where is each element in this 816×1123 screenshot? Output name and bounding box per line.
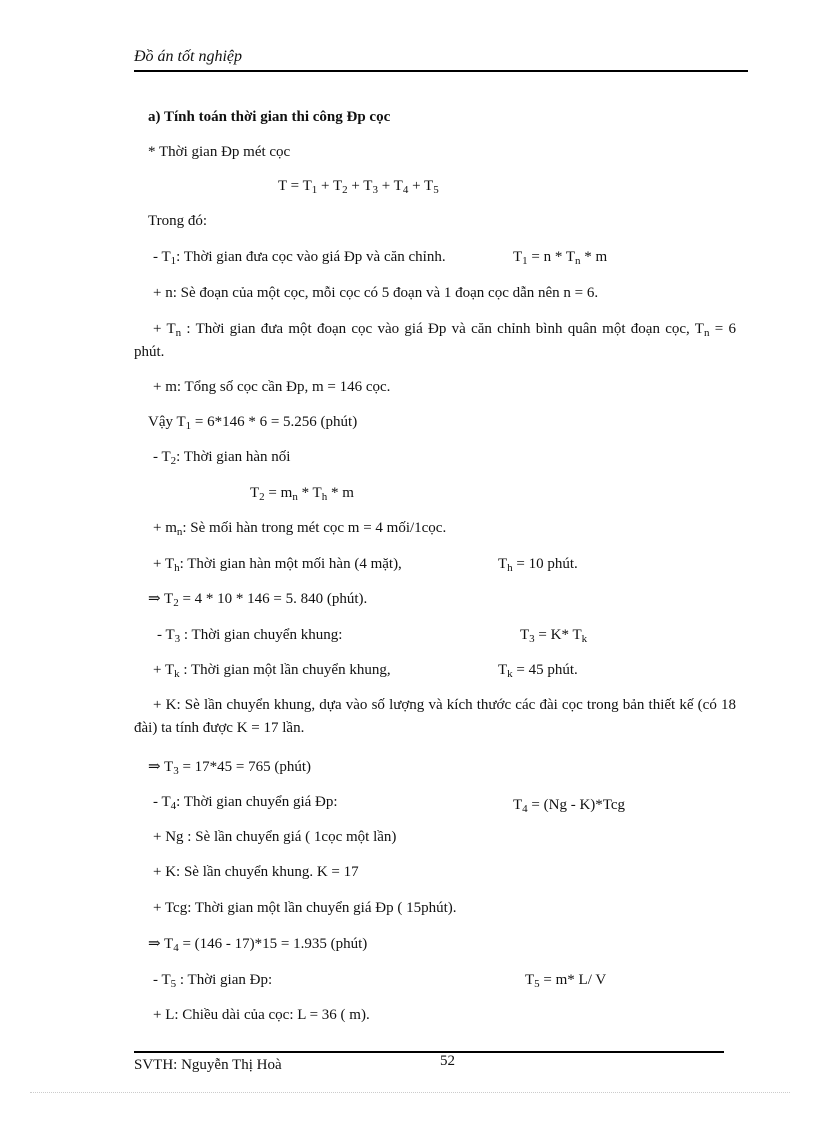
text-line: + K: Sè lần chuyển khung. K = 17 bbox=[153, 864, 359, 880]
text-line: Vậy $T_1 = 6*146 * 6 = 5.256$ (phút) bbox=[148, 414, 358, 432]
equation-t1: $T_1 = n * T_n * m$ bbox=[513, 249, 608, 267]
footer-author: SVTH: Nguyễn Thị Hoà bbox=[134, 1057, 282, 1073]
result-line: ⇒ $T_3 = 17*45 = 765$ (phút) bbox=[148, 759, 312, 777]
section-title: a) Tính toán thời gian thi công Đp cọc bbox=[148, 109, 391, 125]
text-paragraph: + $T_n$ : Thời gian đưa một đoạn cọc vào giá Đp và căn chỉnh bình quân một đoạn cọc, $T_n = 6$ phút. bbox=[134, 321, 736, 360]
text-line: Trong đó: bbox=[148, 213, 208, 229]
equation-t4: $T_4 = (Ng - K)*Tcg$ bbox=[513, 797, 626, 815]
text-line: - $T_4$: Thời gian chuyển giá Đp: bbox=[153, 794, 338, 812]
header-rule bbox=[134, 70, 748, 72]
text-line: + $T_k$ : Thời gian một lần chuyển khung, bbox=[153, 662, 391, 680]
equation-t2: $T_2 = m_n * T_h * m$ bbox=[250, 485, 354, 503]
equation-t3: $T_3 = K*$ $T_k$ bbox=[520, 627, 588, 645]
equation-th: $T_h = 10$ phút. bbox=[498, 556, 578, 574]
text-line: - $T_5$ : Thời gian Đp: bbox=[153, 972, 273, 990]
page-header-title: Đồ án tốt nghiệp bbox=[134, 48, 242, 65]
text-line: + n: Sè đoạn của một cọc, mỗi cọc có 5 đoạn và 1 đoạn cọc dẫn nên n = 6. bbox=[153, 285, 599, 301]
equation-total-time: $T = T_1 + T_2 + T_3 + T_4 + T_5$ bbox=[278, 178, 439, 196]
text-line: * Thời gian Đp mét cọc bbox=[148, 144, 291, 160]
result-line: ⇒ $T_4 = (146 - 17)*15 = 1.935$ (phút) bbox=[148, 936, 368, 954]
page-bottom-dotted-edge bbox=[30, 1092, 790, 1093]
text-line: + Ng : Sè lần chuyển giá ( 1cọc một lần) bbox=[153, 829, 397, 845]
text-line: + $T_h$: Thời gian hàn một mối hàn (4 mặt), bbox=[153, 556, 402, 574]
equation-t5: $T_5 = m*$ L/ V bbox=[525, 972, 607, 990]
text-line: + Tcg: Thời gian một lần chuyển giá Đp ( 15phút). bbox=[153, 900, 457, 916]
text-line: - $T_3$ : Thời gian chuyển khung: bbox=[157, 627, 343, 645]
footer-rule bbox=[134, 1051, 724, 1053]
text-line: + $m_n$: Sè mối hàn trong mét cọc m = 4 mối/1cọc. bbox=[153, 520, 447, 538]
text-line: - $T_2$: Thời gian hàn nối bbox=[153, 449, 291, 467]
text-line: - $T_1$: Thời gian đưa cọc vào giá Đp và căn chỉnh. bbox=[153, 249, 446, 267]
page-number: 52 bbox=[440, 1053, 455, 1069]
text-paragraph: + K: Sè lần chuyển khung, dựa vào số lượng và kích thước các đài cọc trong bản thiết kế (có 18 đài) ta tính được K = 17 lần. bbox=[134, 697, 736, 736]
text-line: + m: Tổng số cọc cần Đp, m = 146 cọc. bbox=[153, 379, 391, 395]
text-line: + L: Chiều dài của cọc: L = 36 ( m). bbox=[153, 1007, 370, 1023]
equation-tk: $T_k = 45$ phút. bbox=[498, 662, 578, 680]
result-line: ⇒ $T_2 = 4 * 10 * 146 = 5$. 840 (phút). bbox=[148, 591, 368, 609]
